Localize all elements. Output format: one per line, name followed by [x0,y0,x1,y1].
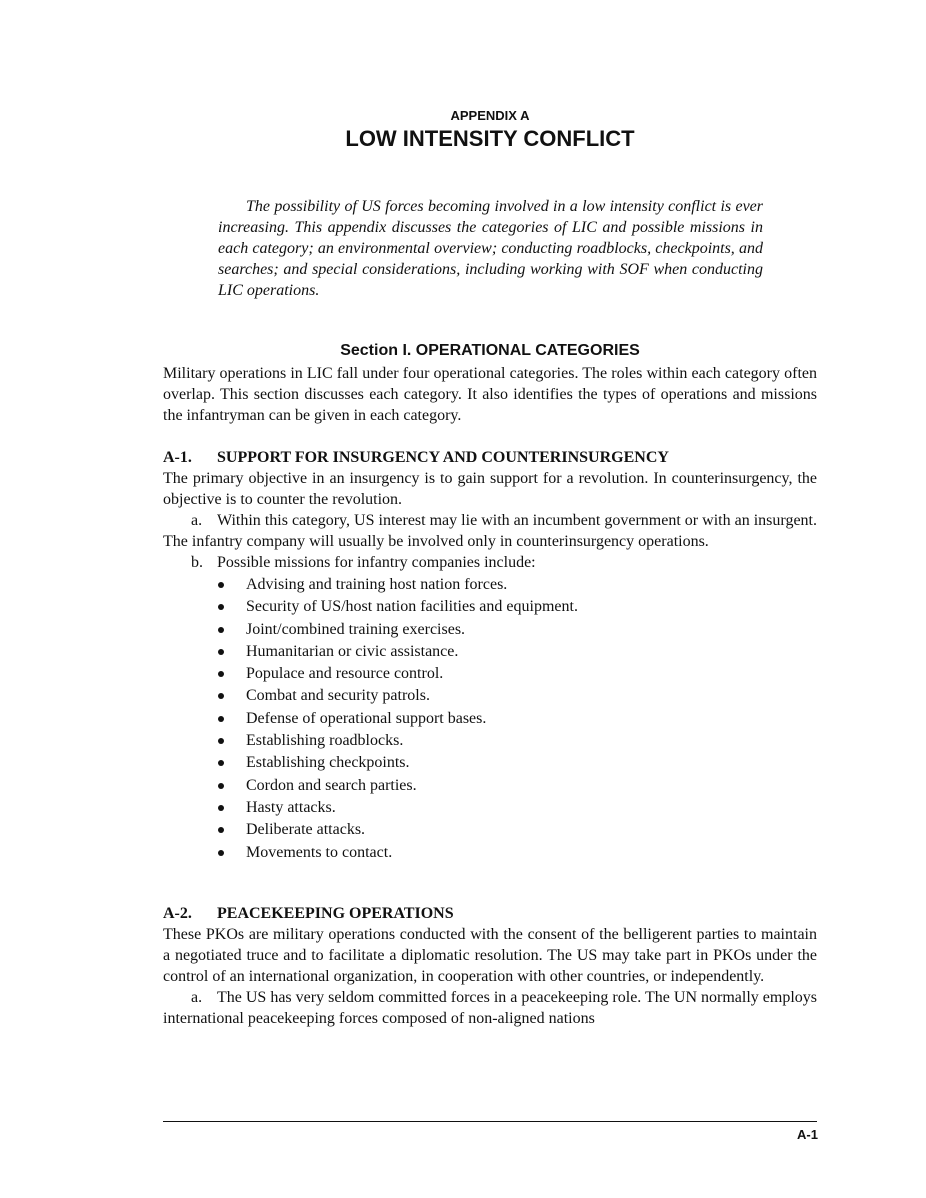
a1-subparagraph-b [163,552,817,573]
bullet-icon [218,716,224,722]
a1-subparagraph-a [163,510,817,552]
list-item: Advising and training host nation forces. [163,574,817,596]
section-heading: Section I. OPERATIONAL CATEGORIES [340,342,640,359]
bullet-icon [218,627,224,633]
bullet-icon [218,783,224,789]
bullet-icon [218,649,224,655]
a2-sub-a-letter: a. [191,989,203,1006]
a2-sub-a-text: The US has very seldom committed forces in a peacekeeping role. The UN normally employs international peacekeeping forces composed of non-aligned nations [163,989,817,1027]
a1-sub-a-letter: a. [191,512,203,529]
a1-paragraph: The primary objective in an insurgency is to gain support for a revolution. In counterinsurgency, the objective is to counter the revolution. [163,470,817,508]
list-item: Combat and security patrols. [163,685,817,707]
paragraph-a1 [163,447,817,864]
a1-heading [163,447,817,468]
a2-subparagraph-a [163,987,817,1029]
a2-heading [163,903,817,924]
a2-title: PEACEKEEPING OPERATIONS [217,905,454,922]
a2-paragraph: These PKOs are military operations conducted with the consent of the belligerent parties to maintain a negotiated truce and to facilitate a diplomatic resolution. The US may take part in PKOs under the control of an international organization, in cooperation with other countries, or independently. [163,926,817,985]
footer-divider [163,1121,817,1122]
list-item: Security of US/host nation facilities and equipment. [163,596,817,618]
bullet-icon [218,850,224,856]
list-item: Defense of operational support bases. [163,708,817,730]
list-item: Hasty attacks. [163,797,817,819]
list-item: Populace and resource control. [163,663,817,685]
a2-number: A-2. [163,905,192,922]
bullet-icon [218,604,224,610]
missions-list [163,574,817,864]
intro-text: The possibility of US forces becoming involved in a low intensity conflict is ever increasing. This appendix discusses the categories of LIC and possible missions in each category; an environmental overview; conducting roadblocks, checkpoints, and searches; and special considerations, including working with SOF when conducting LIC operations. [218,198,763,299]
page-number: A-1 [797,1127,818,1142]
a1-number: A-1. [163,449,192,466]
bullet-icon [218,582,224,588]
list-item: Movements to contact. [163,842,817,864]
a1-title: SUPPORT FOR INSURGENCY AND COUNTERINSURGENCY [217,449,669,466]
list-item: Establishing roadblocks. [163,730,817,752]
a1-sub-b-text: Possible missions for infantry companies include: [217,554,536,571]
bullet-icon [218,693,224,699]
list-item: Humanitarian or civic assistance. [163,641,817,663]
bullet-icon [218,760,224,766]
list-item: Joint/combined training exercises. [163,619,817,641]
bullet-icon [218,671,224,677]
bullet-icon [218,738,224,744]
a1-sub-b-letter: b. [191,554,203,571]
intro-paragraph [218,196,763,301]
a1-sub-a-text: Within this category, US interest may lie with an incumbent government or with an insurgent. The infantry company will usually be involved only in counterinsurgency operations. [163,512,817,550]
bullet-icon [218,827,224,833]
list-item: Cordon and search parties. [163,775,817,797]
bullet-icon [218,805,224,811]
paragraph-a2 [163,903,817,1029]
list-item: Establishing checkpoints. [163,752,817,774]
section-paragraph: Military operations in LIC fall under four operational categories. The roles within each category often overlap. This section discusses each category. It also identifies the types of operations and missions the infantryman can be given in each category. [163,365,817,424]
appendix-label: APPENDIX A [450,108,530,123]
list-item: Deliberate attacks. [163,819,817,841]
page-title: LOW INTENSITY CONFLICT [345,126,635,151]
